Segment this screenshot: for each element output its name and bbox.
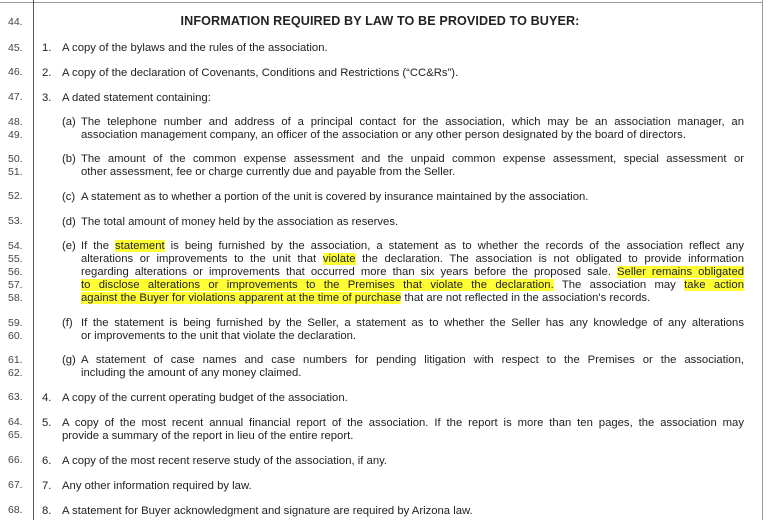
line-number: 66.	[8, 454, 23, 466]
item-2-text: A copy of the declaration of Covenants, Conditions and Restrictions (“CC&Rs”).	[62, 67, 459, 79]
highlighted-text: Seller remains obligated	[617, 266, 745, 278]
text-line: A copy of the most recent annual financial report of the association. If the report is more than ten pages, the association may	[62, 417, 744, 429]
item-number: 6.	[42, 455, 52, 467]
line-number: 46.	[8, 66, 23, 78]
text-line: regarding alterations or improvements that occurred more than six years before the proposed sale. Seller remains obligated	[81, 266, 745, 278]
subitem-label: (b)	[62, 153, 76, 165]
item-8-text: A statement for Buyer acknowledgment and signature are required by Arizona law.	[62, 505, 473, 517]
line-number: 50.	[8, 153, 23, 165]
subitem-label: (g)	[62, 354, 76, 366]
text-line: If the statement is being furnished by the association, a statement as to whether the records of the association reflect any	[81, 240, 745, 252]
text-line: The amount of the common expense assessment and the unpaid common expense assessment, special assessment or	[81, 153, 744, 165]
item-number: 2.	[42, 67, 52, 79]
highlighted-text: to disclose alterations or improvements to the Premises that violate the declaration.	[81, 279, 554, 291]
text-line: provide a summary of the report in lieu of the entire report.	[62, 430, 354, 442]
item-7-text: Any other information required by law.	[62, 480, 252, 492]
line-number: 53.	[8, 215, 23, 227]
item-6-text: A copy of the most recent reserve study of the association, if any.	[62, 455, 388, 467]
highlighted-text: take action	[684, 279, 744, 291]
highlighted-text: violate	[322, 253, 356, 265]
subitem-label: (c)	[62, 191, 76, 203]
text-line: including the amount of any money claimed.	[81, 367, 302, 379]
top-border	[0, 2, 763, 3]
text-line: association management company, an officer of the association or any other person designated by the board of directors.	[81, 129, 686, 141]
item-number: 1.	[42, 42, 52, 54]
text-line: or improvements to the unit that violate the declaration.	[81, 330, 357, 342]
subitem-b-text	[81, 153, 744, 179]
subitem-label: (e)	[62, 240, 76, 252]
line-number: 47.	[8, 91, 23, 103]
line-number: 68.	[8, 504, 23, 516]
item-4-text: A copy of the current operating budget of the association.	[62, 392, 348, 404]
text-line: A statement of case names and case numbers for pending litigation with respect to the Premises or the association,	[81, 354, 744, 366]
line-number: 45.	[8, 42, 23, 54]
line-number: 60.	[8, 330, 23, 342]
line-number: 48.	[8, 116, 23, 128]
line-number: 57.	[8, 279, 23, 291]
line-number-gutter-divider	[33, 0, 34, 520]
line-number: 44.	[8, 16, 23, 28]
line-number: 55.	[8, 253, 23, 265]
item-number: 8.	[42, 505, 52, 517]
item-5-text	[62, 417, 744, 443]
item-number: 7.	[42, 480, 52, 492]
subitem-label: (f)	[62, 317, 73, 329]
item-number: 3.	[42, 92, 52, 104]
section-title: INFORMATION REQUIRED BY LAW TO BE PROVIDED TO BUYER:	[180, 14, 580, 28]
text-line: to disclose alterations or improvements to the Premises that violate the declaration. The association may take action	[81, 279, 744, 291]
item-number: 4.	[42, 392, 52, 404]
line-number: 56.	[8, 266, 23, 278]
line-number: 52.	[8, 190, 23, 202]
line-number: 49.	[8, 129, 23, 141]
subitem-g-text	[81, 354, 744, 380]
line-number: 67.	[8, 479, 23, 491]
subitem-d-text: The total amount of money held by the association as reserves.	[81, 216, 399, 228]
subitem-e-text	[81, 240, 744, 305]
line-number: 64.	[8, 416, 23, 428]
text-line: If the statement is being furnished by the Seller, a statement as to whether the Seller has any knowledge of any alterations	[81, 317, 744, 329]
subitem-label: (a)	[62, 116, 76, 128]
item-3-text: A dated statement containing:	[62, 92, 211, 104]
right-border	[762, 0, 763, 520]
highlighted-text: statement	[115, 240, 165, 252]
highlighted-text: against the Buyer for violations apparent at the time of purchase	[81, 292, 402, 304]
line-number: 61.	[8, 354, 23, 366]
line-number: 62.	[8, 367, 23, 379]
line-number: 63.	[8, 391, 23, 403]
text-line: against the Buyer for violations apparent at the time of purchase that are not reflected in the association's records.	[81, 292, 651, 304]
subitem-label: (d)	[62, 216, 76, 228]
line-number: 54.	[8, 240, 23, 252]
text-line: alterations or improvements to the unit that violate the declaration. The association is not obligated to provide information	[81, 253, 744, 265]
item-number: 5.	[42, 417, 52, 429]
line-number: 51.	[8, 166, 23, 178]
line-number: 58.	[8, 292, 23, 304]
item-1-text: A copy of the bylaws and the rules of the association.	[62, 42, 328, 54]
subitem-a-text	[81, 116, 744, 142]
text-line: other assessment, fee or charge currently due and payable from the Seller.	[81, 166, 456, 178]
line-number: 59.	[8, 317, 23, 329]
text-line: The telephone number and address of a principal contact for the association, which may be an association manager, an	[81, 116, 744, 128]
subitem-f-text	[81, 317, 744, 343]
subitem-c-text: A statement as to whether a portion of the unit is covered by insurance maintained by the association.	[81, 191, 589, 203]
line-number: 65.	[8, 429, 23, 441]
